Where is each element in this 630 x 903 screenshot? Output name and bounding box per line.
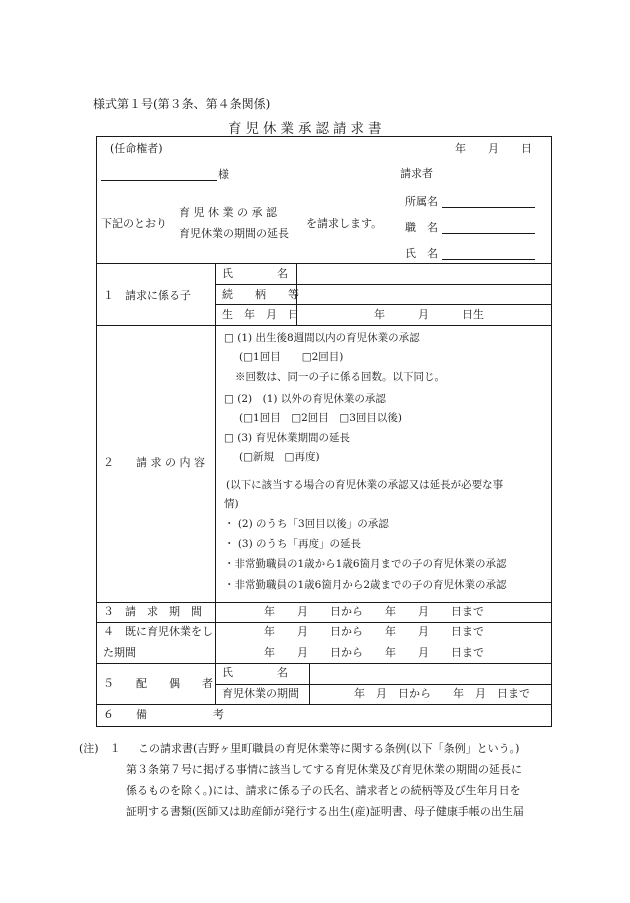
footnote-line2: 第３条第７号に掲げる事情に該当してする育児休業及び育児休業の期間の延長に xyxy=(126,763,522,776)
request-option-extension: 育児休業の期間の延長 xyxy=(179,227,289,240)
addressee-line[interactable] xyxy=(101,168,217,181)
previous-period-1: 年 月 日から 年 月 日まで xyxy=(264,625,484,638)
request-item-2-count[interactable]: (□1回目 □2回目 □3回目以後) xyxy=(239,412,402,424)
child-relationship-label: 続 柄 等 xyxy=(222,288,299,301)
child-birthdate-label: 生 年 月 日 xyxy=(222,308,299,321)
spouse-name-label: 氏 名 xyxy=(222,666,288,679)
footnote-line4: 証明する書類(医師又は助産師が発行する出生(産)証明書、母子健康手帳の出生届 xyxy=(126,805,524,818)
section1-label: １ 請求に係る子 xyxy=(103,289,191,302)
circumstances-note-line1: (以下に該当する場合の育児休業の承認又は延長が必要な事 xyxy=(226,479,504,491)
request-item-3[interactable]: □ (3) 育児休業期間の延長 xyxy=(224,432,350,444)
circumstances-note-line2: 情) xyxy=(224,498,239,510)
request-item-1-note: ※回数は、同一の子に係る回数。以下同じ。 xyxy=(235,371,445,383)
footnote-line1: この請求書(吉野ヶ里町職員の育児休業等に関する条例(以下「条例」という。) xyxy=(138,742,520,755)
child-name-label: 氏 名 xyxy=(222,267,288,280)
request-item-1-count[interactable]: (□1回目 □2回目) xyxy=(239,351,344,363)
request-item-1[interactable]: □ (1) 出生後8週間以内の育児休業の承認 xyxy=(224,332,420,344)
form-number-heading: 様式第１号(第３条、第４条関係) xyxy=(93,97,271,111)
requester-name-line[interactable] xyxy=(442,247,535,260)
addressee-suffix: 様 xyxy=(218,168,229,181)
section4-label-line1: ４ 既に育児休業をし xyxy=(103,625,213,638)
requester-name-label: 氏 名 xyxy=(405,247,438,260)
position-label: 職 名 xyxy=(405,221,438,234)
affiliation-line[interactable] xyxy=(442,195,535,208)
requester-label: 請求者 xyxy=(400,167,433,180)
request-tail-text: を請求します。 xyxy=(306,217,383,230)
request-date: 年 月 日 xyxy=(455,142,532,155)
footnote-line3: 係るものを除く。)には、請求に係る子の氏名、請求者との続柄等及び生年月日を xyxy=(126,784,521,797)
form-title: 育児休業承認請求書 xyxy=(228,121,386,137)
affiliation-label: 所属名 xyxy=(405,195,438,208)
circumstances-item-b: ・ (3) のうち「再度」の延長 xyxy=(224,538,362,550)
previous-period-2: 年 月 日から 年 月 日まで xyxy=(264,646,484,659)
spouse-leave-period-value: 年 月 日から 年 月 日まで xyxy=(354,687,530,700)
child-birthdate-value: 年 月 日生 xyxy=(374,308,484,321)
request-option-approval: 育 児 休 業 の 承 認 xyxy=(179,206,277,219)
circumstances-item-d: ・非常勤職員の1歳6箇月から2歳までの子の育児休業の承認 xyxy=(224,579,507,591)
circumstances-item-c: ・非常勤職員の1歳から1歳6箇月までの子の育児休業の承認 xyxy=(224,558,507,570)
section2-label: ２ 請 求 の 内 容 xyxy=(103,456,205,469)
section6-label: ６ 備 考 xyxy=(103,708,224,721)
circumstances-item-a: ・ (2) のうち「3回目以後」の承認 xyxy=(224,518,389,530)
section4-label-line2: た期間 xyxy=(103,646,136,659)
footnote-prefix: (注) １ xyxy=(79,742,121,755)
position-line[interactable] xyxy=(442,221,535,234)
request-item-2[interactable]: □ (2) (1) 以外の育児休業の承認 xyxy=(224,393,386,405)
request-lead-text: 下記のとおり xyxy=(101,217,167,230)
request-period-value: 年 月 日から 年 月 日まで xyxy=(264,605,484,618)
spouse-leave-period-label: 育児休業の期間 xyxy=(222,687,299,700)
appointing-authority-label: (任命権者) xyxy=(110,142,163,155)
section5-label: ５ 配 偶 者 xyxy=(103,677,213,690)
request-item-3-type[interactable]: (□新規 □再度) xyxy=(239,451,320,463)
section3-label: ３ 請 求 期 間 xyxy=(103,605,202,618)
